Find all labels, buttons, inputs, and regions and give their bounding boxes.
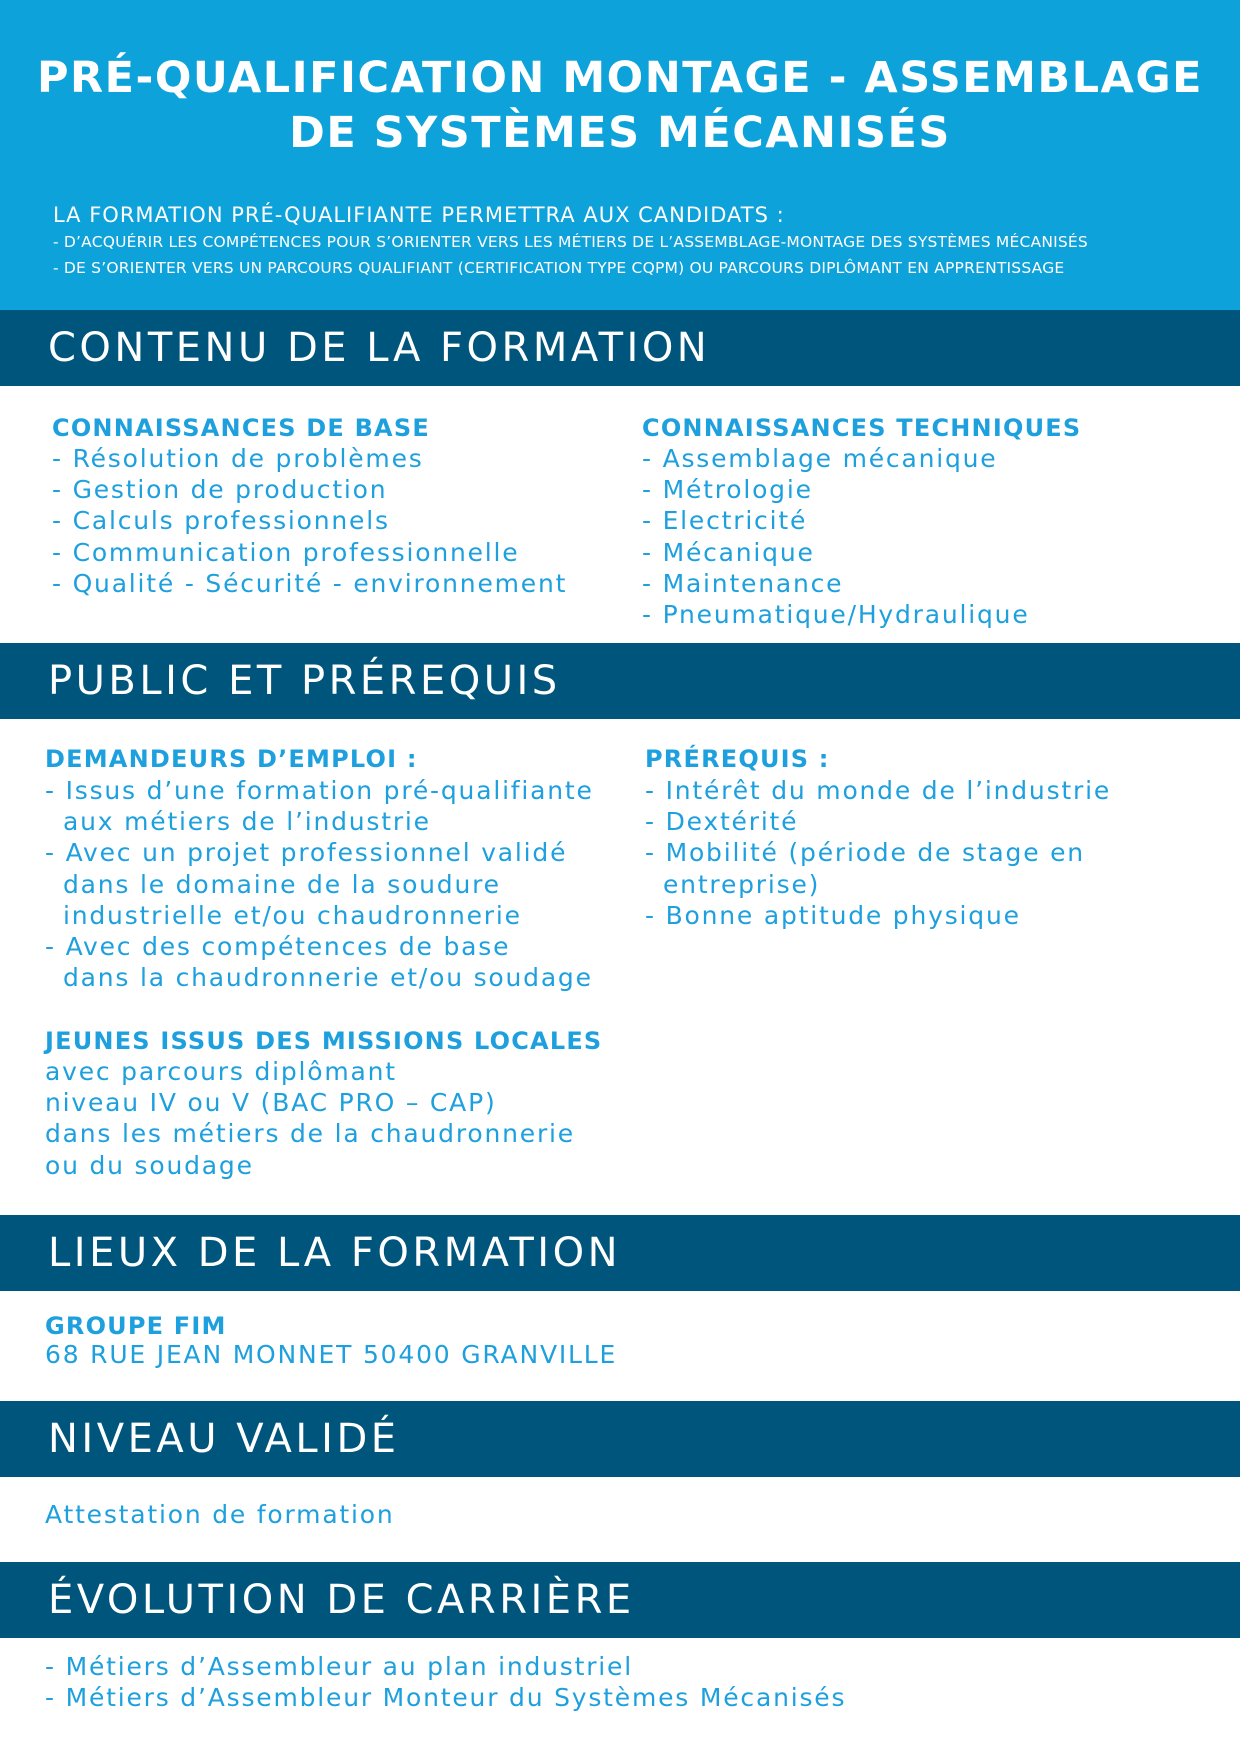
niveau-texte: Attestation de formation	[45, 1500, 395, 1529]
list-item: niveau IV ou V (BAC PRO – CAP)	[45, 1088, 497, 1118]
section-header-lieux	[0, 1215, 1240, 1291]
section-header-niveau	[0, 1401, 1240, 1477]
list-item: ou du soudage	[45, 1150, 254, 1180]
list-item: - Métiers d’Assembleur au plan industriel	[45, 1652, 633, 1681]
list-demandeurs-emploi	[45, 775, 594, 993]
section-header-public	[0, 643, 1240, 719]
list-item: - Métrologie	[642, 475, 813, 505]
list-item: - Calculs professionnels	[52, 506, 390, 536]
list-item: - Résolution de problèmes	[52, 444, 424, 473]
list-item: - Qualité - Sécurité - environnement	[52, 568, 568, 598]
heading-prerequis: PRÉREQUIS :	[645, 745, 830, 773]
list-item: - Maintenance	[642, 568, 844, 598]
heading-jeunes-missions-locales: JEUNES ISSUS DES MISSIONS LOCALES	[45, 1027, 603, 1055]
list-item: - Gestion de production	[52, 475, 388, 505]
list-connaissances-techniques	[642, 443, 1030, 630]
list-item: aux métiers de l’industrie	[63, 807, 431, 837]
lieu-adresse: 68 RUE JEAN MONNET 50400 GRANVILLE	[45, 1340, 618, 1369]
section-title-lieux: LIEUX DE LA FORMATION	[48, 1230, 622, 1276]
list-item: - Mobilité (période de stage en	[645, 838, 1085, 868]
list-evolution	[45, 1651, 846, 1713]
list-prerequis	[645, 775, 1111, 931]
list-jeunes	[45, 1056, 575, 1181]
list-connaissances-base	[52, 443, 567, 599]
intro-item-1: - D’ACQUÉRIR LES COMPÉTENCES POUR S’ORIENTER VERS LES MÉTIERS DE L’ASSEMBLAGE-MONTAGE DES SYSTÈMES MÉCANISÉS	[53, 233, 1088, 251]
heading-connaissances-techniques: CONNAISSANCES TECHNIQUES	[642, 414, 1082, 442]
list-item: dans le domaine de la soudure	[63, 869, 501, 899]
list-item: - Avec un projet professionnel validé	[45, 838, 568, 868]
list-item: - Métiers d’Assembleur Monteur du Systèmes Mécanisés	[45, 1683, 847, 1713]
list-item: dans la chaudronnerie et/ou soudage	[63, 963, 593, 993]
section-title-public: PUBLIC ET PRÉREQUIS	[48, 658, 561, 704]
list-item: - Pneumatique/Hydraulique	[642, 599, 1030, 629]
section-title-niveau: NIVEAU VALIDÉ	[48, 1416, 400, 1462]
section-title-evolution: ÉVOLUTION DE CARRIÈRE	[48, 1577, 635, 1623]
list-item: avec parcours diplômant	[45, 1057, 397, 1086]
title-line-2: DE SYSTÈMES MÉCANISÉS	[289, 108, 951, 158]
list-item: - Mécanique	[642, 537, 815, 567]
list-item: - Bonne aptitude physique	[645, 900, 1021, 930]
heading-demandeurs-emploi: DEMANDEURS D’EMPLOI :	[45, 745, 418, 773]
section-title-contenu: CONTENU DE LA FORMATION	[48, 325, 711, 371]
title-line-1: PRÉ-QUALIFICATION MONTAGE - ASSEMBLAGE	[36, 53, 1203, 103]
list-item: dans les métiers de la chaudronnerie	[45, 1119, 575, 1149]
list-item: - Electricité	[642, 506, 808, 536]
list-item: - Assemblage mécanique	[642, 444, 998, 473]
section-header-evolution	[0, 1562, 1240, 1638]
section-header-contenu	[0, 310, 1240, 386]
list-item: - Dextérité	[645, 807, 799, 837]
list-item: - Avec des compétences de base	[45, 931, 511, 961]
list-item: - Intérêt du monde de l’industrie	[645, 776, 1112, 805]
intro-item-2: - DE S’ORIENTER VERS UN PARCOURS QUALIFIANT (CERTIFICATION TYPE CQPM) OU PARCOURS DIPLÔMANT EN APPRENTISSAGE	[53, 259, 1065, 277]
list-item: - Issus d’une formation pré-qualifiante	[45, 776, 594, 805]
intro-lead: LA FORMATION PRÉ-QUALIFIANTE PERMETTRA AUX CANDIDATS :	[53, 203, 785, 227]
heading-connaissances-base: CONNAISSANCES DE BASE	[52, 414, 430, 442]
list-item: - Communication professionnelle	[52, 537, 520, 567]
list-item: industrielle et/ou chaudronnerie	[63, 900, 522, 930]
list-item: entreprise)	[663, 869, 821, 899]
header-banner	[0, 0, 1240, 310]
lieu-organisation: GROUPE FIM	[45, 1312, 227, 1340]
